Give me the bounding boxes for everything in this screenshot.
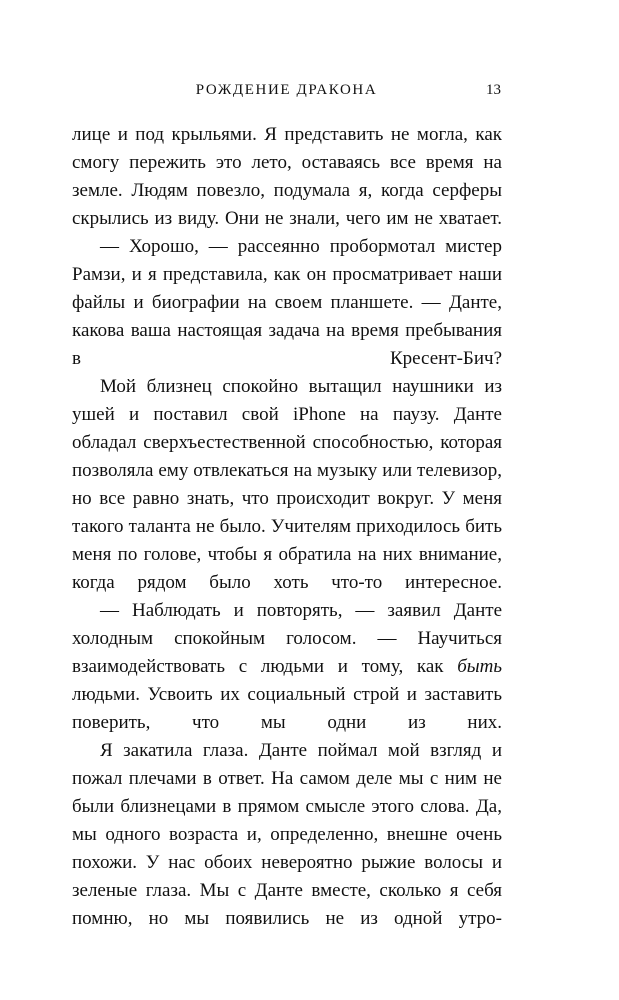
paragraph-3 — [72, 373, 502, 597]
paragraph-5 — [72, 737, 502, 933]
paragraph-4-text-before: — Наблюдать и повторять, — заявил Данте холодным спокойным голосом. — Научиться взаимодействовать с людьми и тому, как — [72, 600, 502, 677]
paragraph-1 — [72, 121, 502, 233]
running-title: РОЖДЕНИЕ ДРАКОНА — [195, 82, 378, 98]
paragraph-1-text: лице и под крыльями. Я представить не могла, как смогу пережить это лето, оставаясь все время на земле. Людям повезло, подумала я, когда серферы скрылись из виду. Они не знали, чего им не хватает. — [72, 124, 502, 229]
paragraph-4 — [72, 597, 502, 737]
paragraph-2 — [72, 233, 502, 373]
paragraph-2-text: — Хорошо, — рассеянно пробормотал мистер Рамзи, и я представила, как он просматривает наши файлы и биографии на своем планшете. — Данте, какова ваша настоящая задача на время пребывания в Кресент-Бич? — [72, 236, 502, 369]
paragraph-3-text: Мой близнец спокойно вытащил наушники из ушей и поставил свой iPhone на паузу. Данте обладал сверхъестественной способностью, которая позволяла ему отвлекаться на музыку или телевизор, но все равно знать, что происходит вокруг. У меня такого таланта не было. Учителям приходилось бить меня по голове, чтобы я обратила на них внимание, когда рядом было хоть что-то интересное. — [72, 376, 502, 593]
paragraph-5-text: Я закатила глаза. Данте поймал мой взгляд и пожал плечами в ответ. На самом деле мы с ним не были близнецами в прямом смысле этого слова. Да, мы одного возраста и, определенно, внешне очень похожи. У нас обоих невероятно рыжие волосы и зеленые глаза. Мы с Данте вместе, сколько я себя помню, но мы появились не из одной утро- — [72, 740, 502, 929]
running-head — [72, 80, 501, 104]
body-text — [72, 121, 502, 933]
paragraph-4-emphasis: быть — [457, 656, 502, 677]
paragraph-4-text-after: людьми. Усвоить их социальный строй и заставить поверить, что мы одни из них. — [72, 684, 502, 733]
page-number: 13 — [486, 82, 501, 98]
